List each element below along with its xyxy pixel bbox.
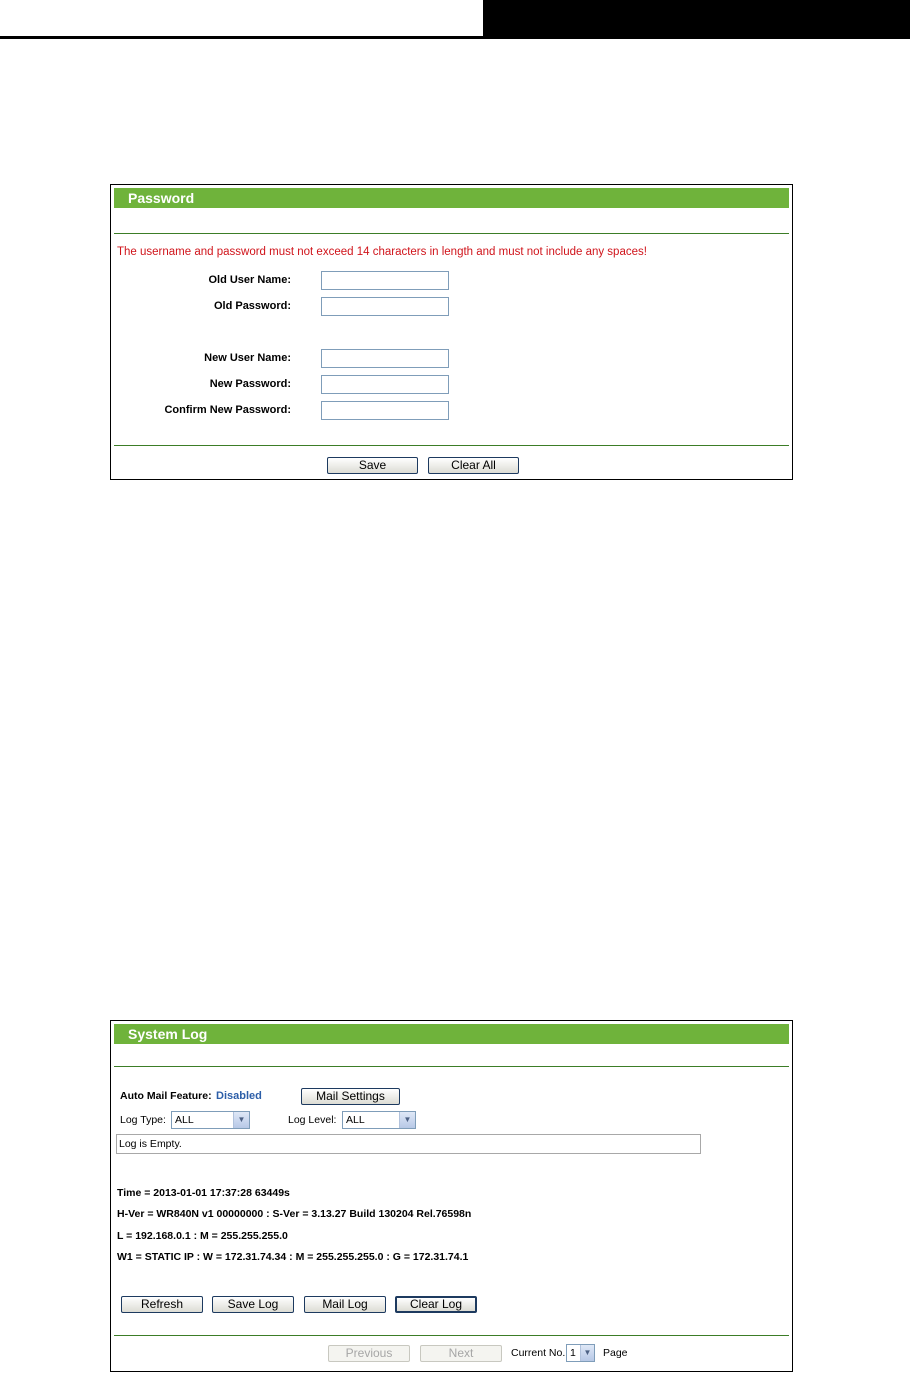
mail-settings-button[interactable]: Mail Settings [301, 1088, 400, 1105]
save-button[interactable]: Save [327, 457, 418, 474]
current-page-value: 1 [570, 1347, 576, 1359]
current-no-label: Current No. [511, 1347, 566, 1359]
save-log-button[interactable]: Save Log [212, 1296, 294, 1313]
old-user-name-label: Old User Name: [208, 274, 291, 286]
system-log-panel-title: System Log [114, 1024, 789, 1044]
clear-all-button[interactable]: Clear All [428, 457, 519, 474]
chevron-down-icon[interactable]: ▼ [580, 1345, 594, 1361]
system-log-panel [110, 1020, 793, 1372]
divider [114, 1066, 789, 1067]
time-info: Time = 2013-01-01 17:37:28 63449s [117, 1187, 290, 1199]
log-level-select[interactable] [342, 1111, 416, 1129]
page-header-rule [0, 36, 910, 39]
chevron-down-icon[interactable]: ▼ [233, 1112, 249, 1128]
clear-log-button[interactable]: Clear Log [395, 1296, 477, 1313]
auto-mail-label: Auto Mail Feature: [120, 1090, 212, 1102]
log-content-box: Log is Empty. [116, 1134, 701, 1154]
page-header-right-bar [483, 0, 910, 38]
page-header-left [0, 0, 483, 38]
log-type-value: ALL [175, 1114, 194, 1126]
password-panel-title: Password [114, 188, 789, 208]
version-info: H-Ver = WR840N v1 00000000 : S-Ver = 3.13.27 Build 130204 Rel.76598n [117, 1208, 472, 1220]
new-password-label: New Password: [209, 378, 291, 390]
next-page-button[interactable]: Next [420, 1345, 502, 1362]
mail-log-button[interactable]: Mail Log [304, 1296, 386, 1313]
password-warning: The username and password must not exceed 14 characters in length and must not include any spaces! [117, 246, 647, 258]
current-page-select[interactable] [566, 1344, 595, 1362]
page-label: Page [603, 1347, 628, 1359]
divider [114, 233, 789, 234]
log-type-label: Log Type: [120, 1114, 166, 1126]
log-level-label: Log Level: [288, 1114, 337, 1126]
divider [114, 1335, 789, 1336]
lan-info: L = 192.168.0.1 : M = 255.255.255.0 [117, 1230, 288, 1242]
previous-page-button[interactable]: Previous [328, 1345, 410, 1362]
new-user-name-label: New User Name: [204, 352, 291, 364]
old-password-label: Old Password: [213, 300, 291, 312]
old-password-input[interactable] [321, 297, 449, 316]
divider [114, 445, 789, 446]
confirm-new-password-label: Confirm New Password: [164, 404, 291, 416]
old-user-name-input[interactable] [321, 271, 449, 290]
chevron-down-icon[interactable]: ▼ [399, 1112, 415, 1128]
wan-info: W1 = STATIC IP : W = 172.31.74.34 : M = 255.255.255.0 : G = 172.31.74.1 [117, 1251, 469, 1263]
refresh-button[interactable]: Refresh [121, 1296, 203, 1313]
new-user-name-input[interactable] [321, 349, 449, 368]
password-panel [110, 184, 793, 480]
auto-mail-status: Disabled [216, 1090, 262, 1102]
new-password-input[interactable] [321, 375, 449, 394]
log-type-select[interactable] [171, 1111, 250, 1129]
confirm-new-password-input[interactable] [321, 401, 449, 420]
log-level-value: ALL [346, 1114, 365, 1126]
